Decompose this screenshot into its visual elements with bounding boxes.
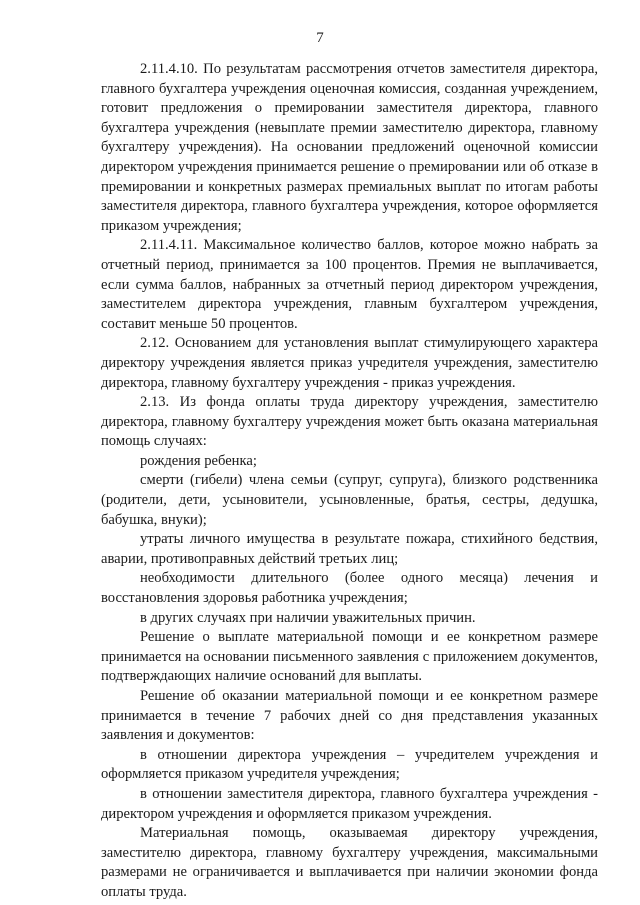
paragraph-2-11-4-11: 2.11.4.11. Максимальное количество баллов, которое можно набрать за отчетный период, принимается за 100 процентов. Премия не выплачивается, если сумма баллов, набранных за отчетный период директором учреждения, заместителем директора учреждения, главным бухгалтером учреждения, составит меньше 50 процентов. [101, 237, 598, 332]
list-item-long-treatment: необходимости длительного (более одного месяца) лечения и восстановления здоровья работника учреждения; [101, 570, 598, 607]
paragraph-decision-basis: Решение о выплате материальной помощи и ее конкретном размере принимается на основании письменного заявления с приложением документов, подтверждающих наличие оснований для выплаты. [101, 629, 598, 685]
paragraph-decision-term: Решение об оказании материальной помощи и ее конкретном размере принимается в течение 7 рабочих дней со дня представления указанных заявления и документов: [101, 688, 598, 744]
list-item-childbirth: рождения ребенка; [140, 452, 257, 469]
paragraph-2-11-4-10: 2.11.4.10. По результатам рассмотрения отчетов заместителя директора, главного бухгалтера учреждения оценочная комиссия, созданная учреждением, готовит предложения о премировании заместителя директора, главного бухгалтера учреждения (невыплате премии заместителю директора, главному бухгалтеру учреждения). На основании предложений оценочной комиссии директором учреждения принимается решение о премировании или об отказе в премировании и конкретных размерах премиальных выплат по итогам работы заместителя директора, главного бухгалтера учреждения, которое оформляется приказом учреждения; [101, 61, 598, 234]
page-number: 7 [316, 30, 324, 46]
paragraph-aid-limits: Материальная помощь, оказываемая директору учреждения, заместителю директора, главному бухгалтеру учреждения, максимальными размерами не ограничивается и выплачивается при наличии экономии фонда оплаты труда. [101, 825, 598, 900]
list-item-loss-of-property: утраты личного имущества в результате пожара, стихийного бедствия, аварии, противоправных действий третьих лиц; [101, 531, 598, 567]
list-item-deputy-decision: в отношении заместителя директора, главного бухгалтера учреждения - директором учреждения и оформляется приказом учреждения. [101, 785, 598, 822]
document-body [101, 60, 598, 903]
list-item-other-cases: в других случаях при наличии уважительных причин. [140, 609, 476, 626]
paragraph-2-13: 2.13. Из фонда оплаты труда директору учреждения, заместителю директора, главному бухгалтеру учреждения может быть оказана материальная помощь случаях: [101, 394, 598, 450]
list-item-death-of-relative: смерти (гибели) члена семьи (супруг, супруга), близкого родственника (родители, дети, усыновители, усыновленные, братья, сестры, дедушка, бабушка, внуки); [101, 472, 598, 528]
list-item-director-decision: в отношении директора учреждения – учредителем учреждения и оформляется приказом учредителя учреждения; [101, 746, 598, 783]
paragraph-2-12: 2.12. Основанием для установления выплат стимулирующего характера директору учреждения является приказ учредителя учреждения, заместителю директора, главному бухгалтеру учреждения - приказ учреждения. [101, 335, 598, 391]
